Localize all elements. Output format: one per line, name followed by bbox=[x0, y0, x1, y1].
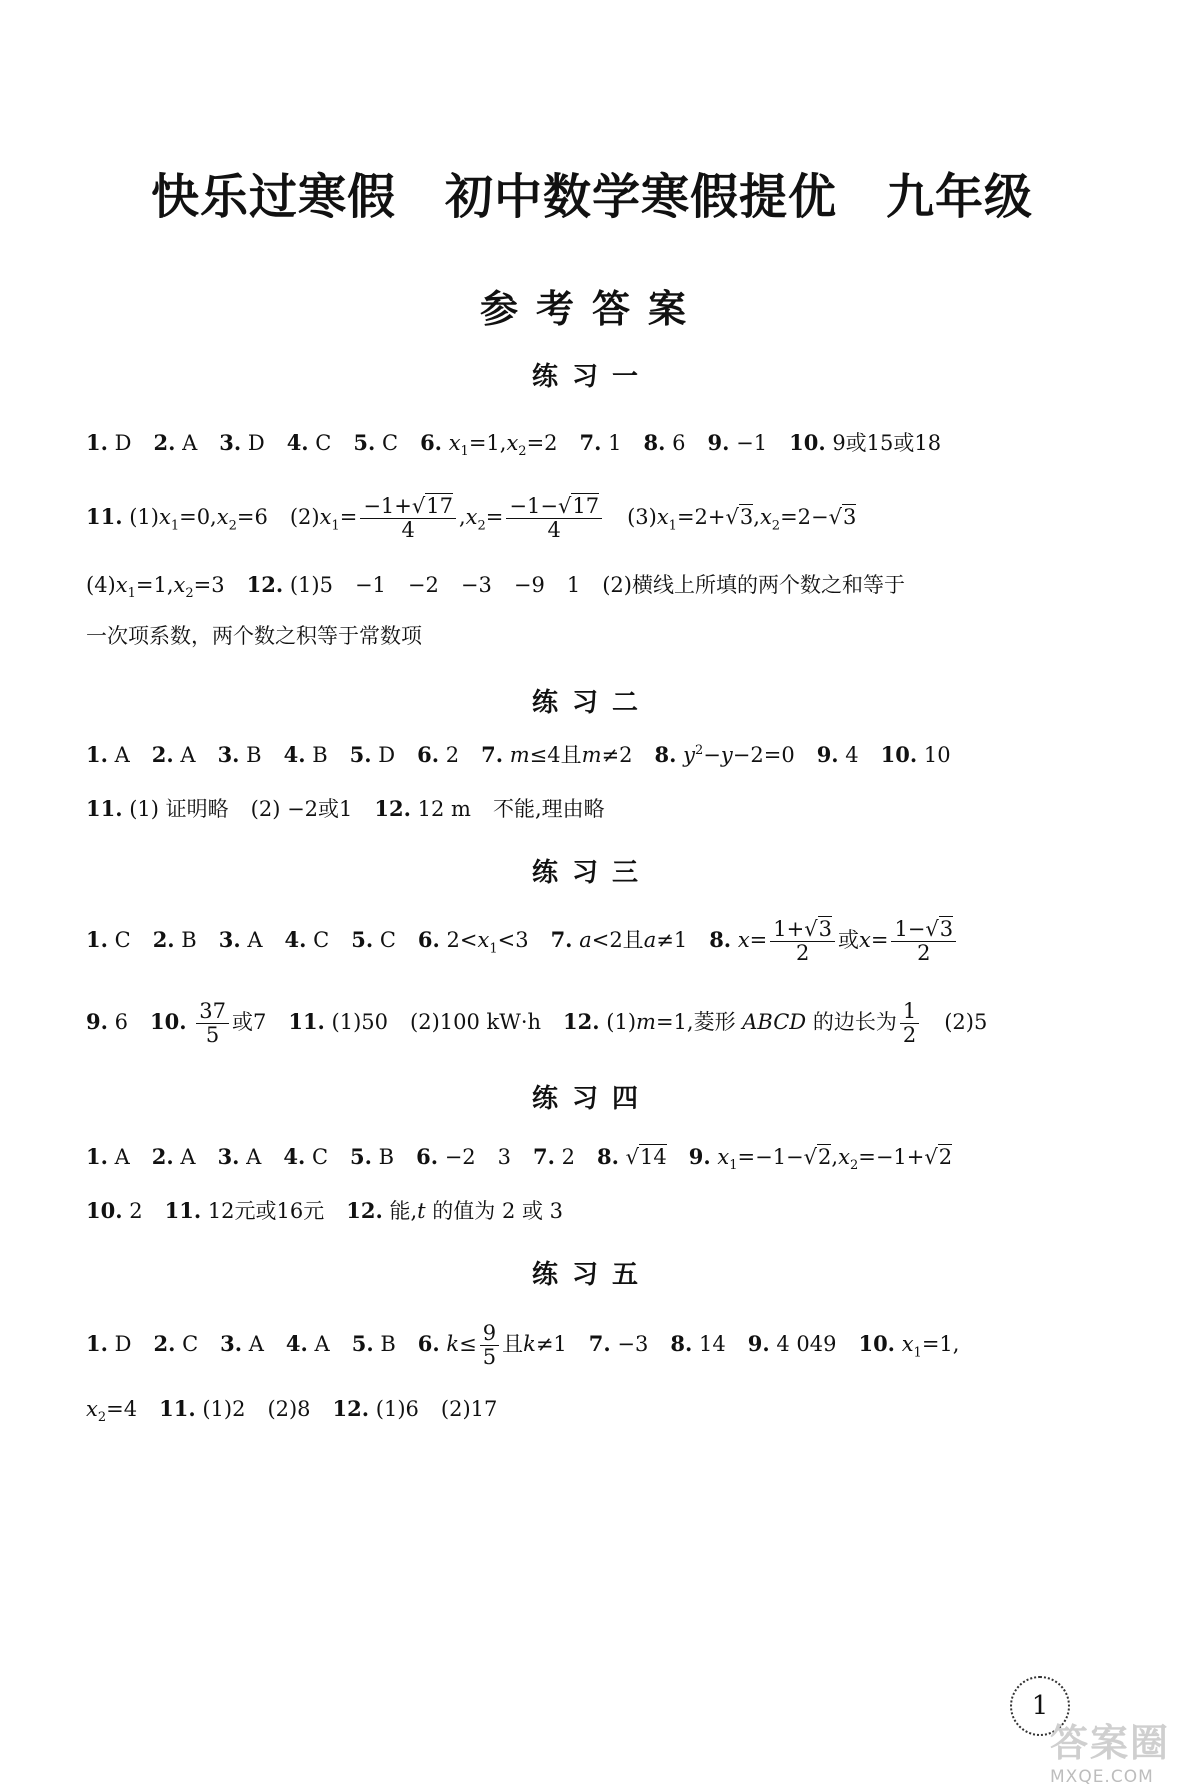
page-subtitle: 参考答案 bbox=[479, 287, 704, 331]
section-heading-5: 练习五 bbox=[531, 1260, 652, 1290]
answer-line: 11. (1) 证明略 (2) −2或1 12. 12 m 不能,理由略 bbox=[86, 796, 605, 821]
answer-line: 11. $(1)x_1=0,x_2=6$ $(2)x_1=$ $\frac{-1+√17}{4}$ $,x_2=$ $\frac{-1-√17}{4}$ $(3)x_1=2+√3,x_2=2-√3$ bbox=[86, 494, 857, 543]
answer-line: $(4)x_1=1,x_2=3$ 12. (1)5 −1 −2 −3 −9 1 (2)横线上所填的两个数之和等于 bbox=[86, 572, 905, 602]
answer-line: $x_2=4$ 11. (1)2 (2)8 12. (1)6 (2)17 bbox=[86, 1396, 498, 1426]
answer-line: 10. 2 11. 12元或16元 12. 能,t 的值为 2 或 3 bbox=[86, 1198, 564, 1223]
answer-line: 1. D 2. A 3. D 4. C 5. C 6. $x_1=1,x_2=2$ 7. 1 8. 6 9. −1 10. 9或15或18 bbox=[86, 430, 942, 460]
answer-line: 1. D 2. C 3. A 4. A 5. B 6. k≤ $\frac{9}{5}$ 且k≠1 7. −3 8. 14 9. 4 049 10. $x_1=1$, bbox=[86, 1321, 960, 1370]
watermark-text: 答案圈 bbox=[1050, 1721, 1171, 1765]
section-heading-4: 练习四 bbox=[531, 1084, 652, 1114]
page-title: 快乐过寒假 初中数学寒假提优 九年级 bbox=[150, 169, 1033, 225]
watermark-logo bbox=[1050, 1712, 1180, 1788]
answer-line: 1. A 2. A 3. B 4. B 5. D 6. 2 7. m≤4且m≠2 8. $y^2-y-2=0$ 9. 4 10. 10 bbox=[86, 742, 951, 767]
section-heading-3: 练习三 bbox=[531, 858, 652, 888]
answer-line: 9. 6 10. $\frac{37}{5}$ 或7 11. (1)50 (2)100 kW·h 12. (1)m=1,菱形 ABCD 的边长为 $\frac{1}{2}$ (2)5 bbox=[86, 999, 988, 1048]
section-heading-1: 练习一 bbox=[531, 362, 652, 392]
answer-line: 1. C 2. B 3. A 4. C 5. C 6. $2<x_1<3$ 7. a<2且a≠1 8. x= $\frac{1+√3}{2}$ 或x= $\frac{1-√3}{2}$ bbox=[86, 918, 1096, 965]
section-heading-2: 练习二 bbox=[531, 688, 652, 718]
page-number: 1 bbox=[1010, 1676, 1070, 1736]
answer-line: 1. A 2. A 3. A 4. C 5. B 6. −2 3 7. 2 8. √14 9. $x_1=-1-√2,x_2=-1+√2$ bbox=[86, 1144, 953, 1174]
answer-line: 一次项系数，两个数之积等于常数项 bbox=[86, 624, 422, 648]
watermark-url: MXQE.COM bbox=[1050, 1767, 1154, 1787]
